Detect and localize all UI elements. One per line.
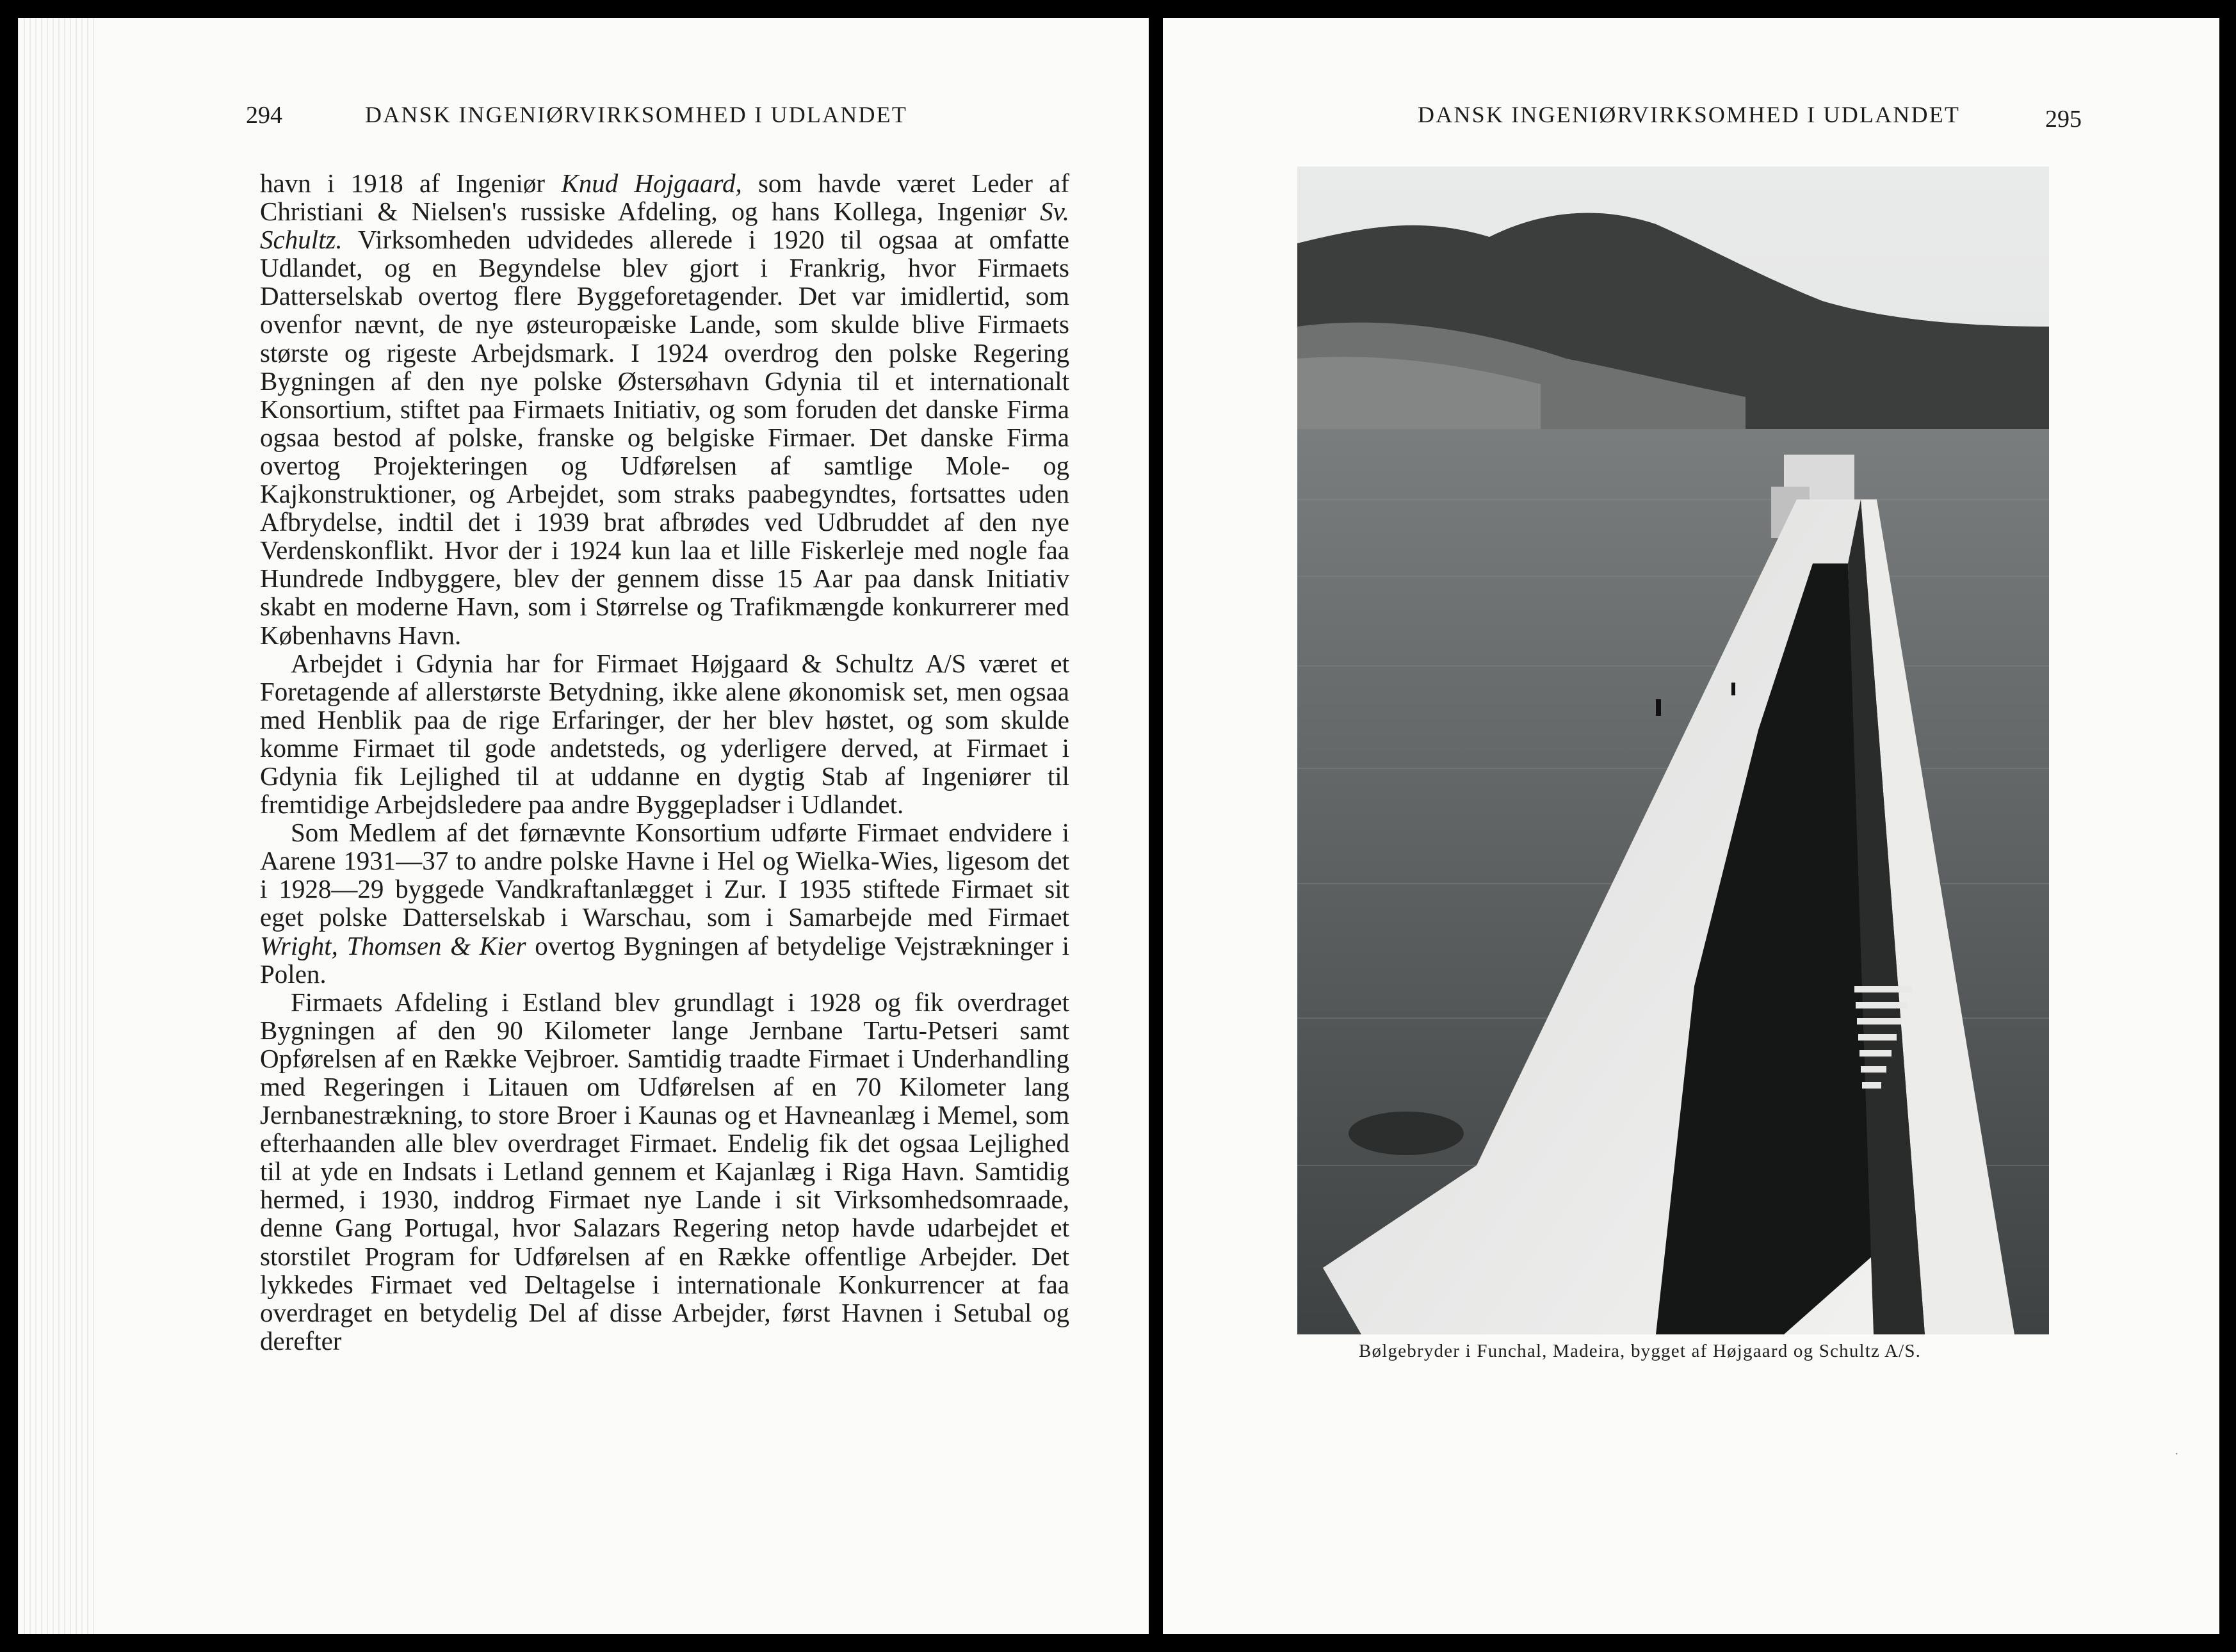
text-run: overtog Bygningen af betydelige Vejstrækninger i Polen. xyxy=(260,930,1069,989)
page-number-left: 294 xyxy=(246,102,282,129)
paragraph xyxy=(260,818,1069,988)
text-run: Firmaets Afdeling i Estland blev grundlagt i 1928 og fik overdraget Bygningen af den 90 Kilometer lange Jernbane Tartu-Petseri samt Opførelsen af en Række Vejbroer. Samtidig traadte Firmaet i Underhandling med Regeringen i Litauen om Udførelsen af en 70 Kilometer lang Jernbanestrækning, to store Broer i Kaunas og et Havneanlæg i Memel, som efterhaanden alle blev overdraget Firmaet. Endelig fik det ogsaa Lejlighed til at yde en Indsats i Letland gennem et Kajanlæg i Riga Havn. Samtidig hermed, i 1930, inddrog Firmaet nye Lande i sit Virksomhedsomraade, denne Gang Portugal, hvor Salazars Regering netop havde udarbejdet et storstilet Program for Udførelsen af en Række offentlige Arbejder. Det lykkedes Firmaet ved Deltagelse i internationale Konkurrencer at faa overdraget en betydelig Del af disse Arbejder, først Havnen i Setubal og derefter xyxy=(260,987,1069,1356)
right-page xyxy=(1163,18,2219,1634)
italic-name: Sv. Schultz. xyxy=(260,197,1069,255)
breakwater-photo-illustration xyxy=(1297,166,2049,1334)
stray-mark: · xyxy=(2175,1447,2179,1461)
photo-caption: Bølgebryder i Funchal, Madeira, bygget af Højgaard og Schultz A/S. xyxy=(1359,1341,1922,1361)
paragraph xyxy=(260,988,1069,1355)
breakwater-photo xyxy=(1297,166,2049,1334)
text-run: havn i 1918 af Ingeniør xyxy=(260,168,562,198)
body-text xyxy=(260,169,1069,1355)
book-edge-shading xyxy=(18,18,95,1634)
italic-name: Knud Hojgaard, xyxy=(561,168,742,198)
running-head-left: DANSK INGENIØRVIRKSOMHED I UDLANDET xyxy=(365,102,908,127)
left-page xyxy=(18,18,1149,1634)
paragraph xyxy=(260,169,1069,649)
text-run: Som Medlem af det førnævnte Konsortium udførte Firmaet endvidere i Aarene 1931—37 to andre polske Havne i Hel og Wielka-Wies, ligesom det i 1928—29 byggede Vandkraftanlægget i Zur. I 1935 stiftede Firmaet sit eget polske Datterselskab i Warschau, som i Samarbejde med Firmaet xyxy=(260,818,1069,932)
text-run: som havde været Leder af Christiani & Nielsen's russiske Afdeling, og hans Kollega, Ingeniør xyxy=(260,168,1069,227)
page-number-right: 295 xyxy=(2045,106,2082,133)
text-run: Virksomheden udvidedes allerede i 1920 til ogsaa at omfatte Udlandet, og en Begyndelse blev gjort i Frankrig, hvor Firmaets Datterselskab overtog flere Byggeforetagender. Det var imidlertid, som ovenfor nævnt, de nye østeuropæiske Lande, som skulde blive Firmaets største og rigeste Arbejdsmark. I 1924 overdrog den polske Regering Bygningen af den nye polske Østersøhavn Gdynia til et internationalt Konsortium, stiftet paa Firmaets Initiativ, og som foruden det danske Firma ogsaa bestod af polske, franske og belgiske Firmaer. Det danske Firma overtog Projekteringen og Udførelsen af samtlige Mole- og Kajkonstruktioner, og Arbejdet, som straks paabegyndtes, fortsattes uden Afbrydelse, indtil det i 1939 brat afbrødes ved Udbruddet af den nye Verdenskonflikt. Hvor der i 1924 kun laa et lille Fiskerleje med nogle faa Hundrede Indbyggere, blev der gennem disse 15 Aar paa dansk Initiativ skabt en moderne Havn, som i Størrelse og Trafikmængde konkurrerer med Københavns Havn. xyxy=(260,225,1069,650)
running-head-right: DANSK INGENIØRVIRKSOMHED I UDLANDET xyxy=(1418,102,1961,127)
italic-name: Wright, Thomsen & Kier xyxy=(260,930,526,960)
paragraph xyxy=(260,649,1069,819)
text-run: Arbejdet i Gdynia har for Firmaet Højgaard & Schultz A/S været et Foretagende af allerstørste Betydning, ikke alene økonomisk set, men ogsaa med Henblik paa de rige Erfaringer, der her blev høstet, og som skulde komme Firmaet til gode andetsteds, og yderligere derved, at Firmaet i Gdynia fik Lejlighed til at uddanne en dygtig Stab af Ingeniører til fremtidige Arbejdsledere paa andre Byggepladser i Udlandet. xyxy=(260,648,1069,820)
